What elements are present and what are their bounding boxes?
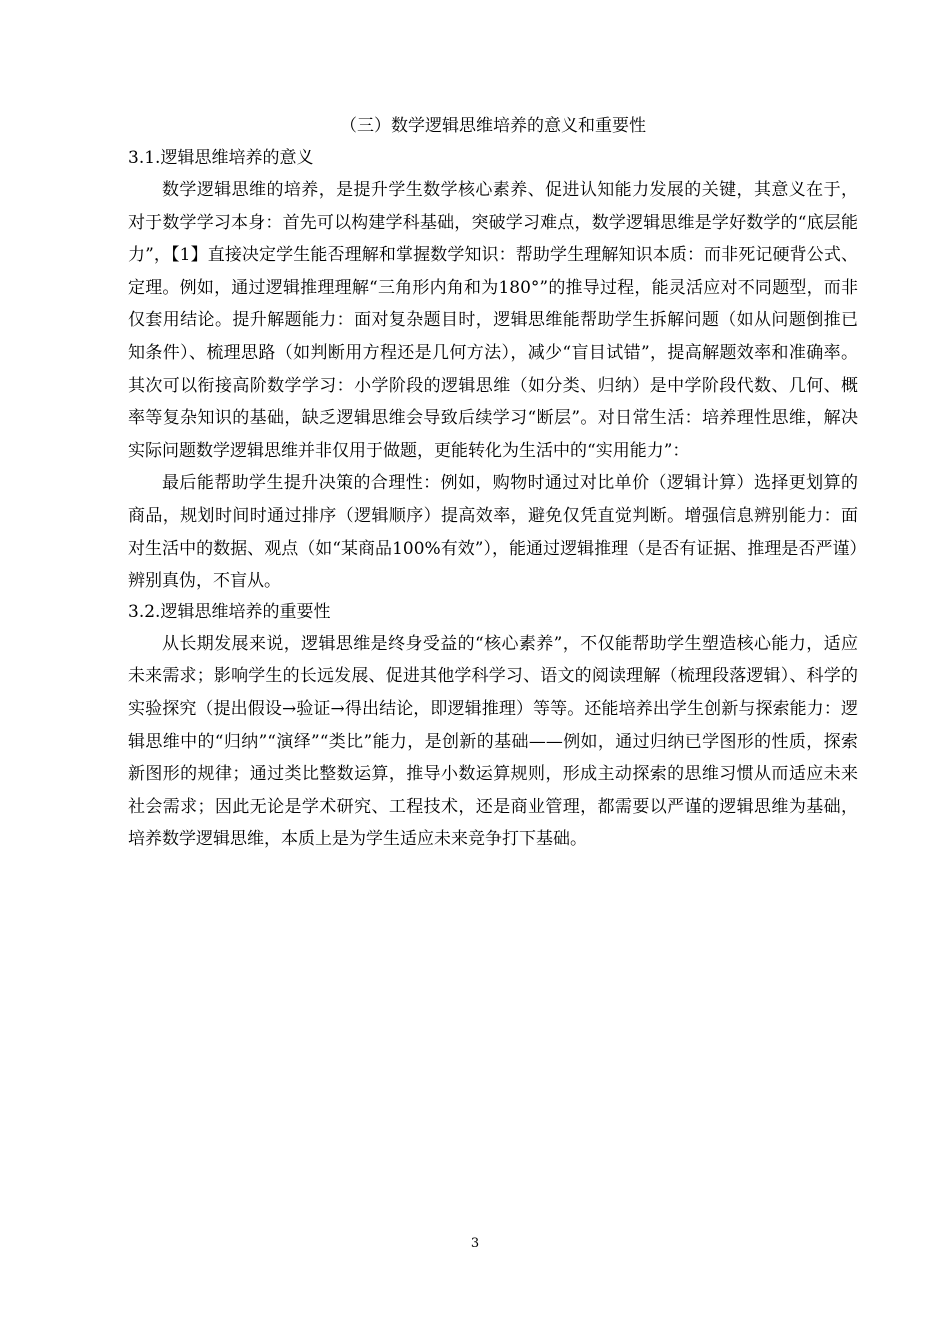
- paragraph-importance-1: 从长期发展来说，逻辑思维是终身受益的“核心素养”，不仅能帮助学生塑造核心能力，适应未来需求；影响学生的长远发展、促进其他学科学习、语文的阅读理解（梳理段落逻辑）、科学的实验探究（提出假设→验证→得出结论，即逻辑推理）等等。还能培养出学生创新与探索能力：逻辑思维中的“归纳”“演绎”“类比”能力，是创新的基础——例如，通过归纳已学图形的性质，探索新图形的规律；通过类比整数运算，推导小数运算规则，形成主动探索的思维习惯从而适应未来社会需求；因此无论是学术研究、工程技术，还是商业管理，都需要以严谨的逻辑思维为基础，培养数学逻辑思维，本质上是为学生适应未来竞争打下基础。: [128, 633, 858, 850]
- page-number: 3: [470, 1236, 480, 1251]
- paragraph-meaning-1: 数学逻辑思维的培养，是提升学生数学核心素养、促进认知能力发展的关键，其意义在于，对于数学学习本身：首先可以构建学科基础，突破学习难点，数学逻辑思维是学好数学的“底层能力”，【1】直接决定学生能否理解和掌握数学知识：帮助学生理解知识本质：而非死记硬背公式、定理。例如，通过逻辑推理理解“三角形内角和为180°”的推导过程，能灵活应对不同题型，而非仅套用结论。提升解题能力：面对复杂题目时，逻辑思维能帮助学生拆解问题（如从问题倒推已知条件）、梳理思路（如判断用方程还是几何方法），减少“盲目试错”，提高解题效率和准确率。其次可以衔接高阶数学学习：小学阶段的逻辑思维（如分类、归纳）是中学阶段代数、几何、概率等复杂知识的基础，缺乏逻辑思维会导致后续学习“断层”。对日常生活：培养理性思维，解决实际问题数学逻辑思维并非仅用于做题，更能转化为生活中的“实用能力”：: [128, 180, 858, 461]
- subsection-heading-importance: 3.2.逻辑思维培养的重要性: [128, 601, 331, 622]
- section-title: （三）数学逻辑思维培养的意义和重要性: [340, 116, 646, 136]
- subsection-heading-meaning: 3.1.逻辑思维培养的意义: [128, 148, 314, 168]
- page-content: [128, 112, 858, 856]
- paragraph-meaning-2: 最后能帮助学生提升决策的合理性：例如，购物时通过对比单价（逻辑计算）选择更划算的商品，规划时间时通过排序（逻辑顺序）提高效率，避免仅凭直觉判断。增强信息辨别能力：面对生活中的数据、观点（如“某商品100%有效”），能通过逻辑推理（是否有证据、推理是否严谨）辨别真伪，不盲从。: [128, 473, 858, 592]
